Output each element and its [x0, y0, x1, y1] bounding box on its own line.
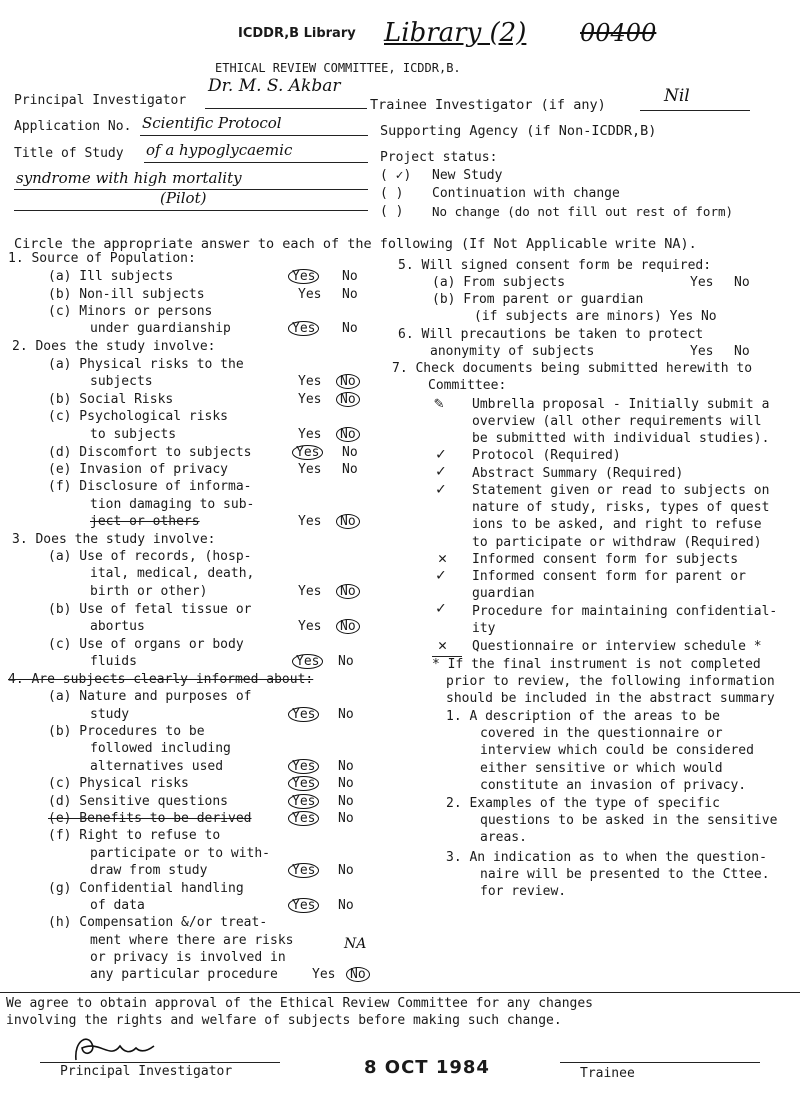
- q2d-label: (d) Discomfort to subjects: [48, 445, 252, 460]
- trainee-signature-line: [560, 1062, 760, 1063]
- q1c-label-1: (c) Minors or persons: [48, 304, 213, 319]
- q2c-no[interactable]: No: [336, 427, 360, 442]
- check-icon[interactable]: ✓: [436, 444, 446, 463]
- q4e-label: (e) Benefits to be derived: [48, 811, 252, 826]
- x-mark-icon[interactable]: ✕: [438, 636, 448, 654]
- title-underline-3: [14, 210, 368, 211]
- q4h-label-1: (h) Compensation &/or treat-: [48, 915, 268, 930]
- agency-label: Supporting Agency (if Non-ICDDR,B): [380, 123, 657, 139]
- doc-questionnaire: Questionnaire or interview schedule *: [472, 639, 762, 654]
- q2f-yes[interactable]: Yes: [298, 514, 322, 529]
- q4b-label-1: (b) Procedures to be: [48, 724, 205, 739]
- q4h-no[interactable]: No: [346, 967, 370, 982]
- note-line-10: questions to be asked in the sensitive: [480, 813, 778, 828]
- pi-value: Dr. M. S. Akbar: [208, 76, 341, 96]
- check-icon[interactable]: ✓: [436, 479, 446, 498]
- q1b-label: (b) Non-ill subjects: [48, 287, 205, 302]
- q4e-yes[interactable]: Yes: [288, 811, 319, 826]
- note-line-12: 3. An indication as to when the question-: [446, 850, 767, 865]
- q2f-label-2: tion damaging to sub-: [90, 497, 255, 512]
- doc-statement-4: to participate or withdraw (Required): [472, 535, 762, 550]
- q2d-no[interactable]: No: [342, 445, 358, 460]
- q4g-label-1: (g) Confidential handling: [48, 881, 244, 896]
- title-line2: syndrome with high mortality: [16, 169, 242, 187]
- note-line-4: 1. A description of the areas to be: [446, 709, 720, 724]
- q4b-label-3: alternatives used: [90, 759, 224, 774]
- q4g-no[interactable]: No: [338, 898, 354, 913]
- trainee-underline: [640, 110, 750, 111]
- q2b-no[interactable]: No: [336, 392, 360, 407]
- q4f-yes[interactable]: Yes: [288, 863, 319, 878]
- q2f-label-1: (f) Disclosure of informa-: [48, 479, 252, 494]
- note-line-7: either sensitive or which would: [480, 761, 723, 776]
- q4f-no[interactable]: No: [338, 863, 354, 878]
- q1a-label: (a) Ill subjects: [48, 269, 174, 284]
- struck-number: 00400: [580, 19, 657, 47]
- q4h-label-3: or privacy is involved in: [90, 950, 286, 965]
- doc-protocol: Protocol (Required): [472, 448, 621, 463]
- q6-no[interactable]: No: [734, 344, 750, 359]
- note-line-13: naire will be presented to the Cttee.: [480, 867, 770, 882]
- date-stamp: 8 OCT 1984: [364, 1057, 490, 1078]
- q5b-label-1: (b) From parent or guardian: [432, 292, 644, 307]
- title-underline-1: [144, 162, 368, 163]
- q3c-label-1: (c) Use of organs or body: [48, 637, 244, 652]
- doc-confidentiality-2: ity: [472, 621, 496, 636]
- q4a-yes[interactable]: Yes: [288, 707, 319, 722]
- q3b-no[interactable]: No: [336, 619, 360, 634]
- q2d-yes[interactable]: Yes: [292, 445, 323, 460]
- q4e-no[interactable]: No: [338, 811, 354, 826]
- q4f-label-2: participate or to with-: [90, 846, 271, 861]
- note-line-5: covered in the questionnaire or: [480, 726, 723, 741]
- x-mark-icon[interactable]: ✕: [438, 549, 448, 567]
- q5a-label: (a) From subjects: [432, 275, 566, 290]
- doc-statement-2: nature of study, risks, types of quest: [472, 500, 770, 515]
- q3-heading: 3. Does the study involve:: [12, 532, 216, 547]
- q7-heading: 7. Check documents being submitted herewith to: [392, 361, 753, 376]
- umbrella-mark-icon[interactable]: ✎: [434, 393, 444, 412]
- q6-yes[interactable]: Yes: [690, 344, 714, 359]
- q2a-label-1: (a) Physical risks to the: [48, 357, 244, 372]
- note-line-11: areas.: [480, 830, 527, 845]
- q4b-label-2: followed including: [90, 741, 231, 756]
- agreement-line-1: We agree to obtain approval of the Ethical Review Committee for any changes: [6, 996, 593, 1011]
- q4f-label-1: (f) Right to refuse to: [48, 828, 221, 843]
- pi-label: Principal Investigator: [14, 93, 187, 108]
- note-line-8: constitute an invasion of privacy.: [480, 778, 747, 793]
- q3a-no[interactable]: No: [336, 584, 360, 599]
- status-cont-label: Continuation with change: [432, 186, 620, 201]
- pi-signature-line: [40, 1062, 280, 1063]
- pi-underline: [205, 108, 367, 109]
- status-nochange-checkbox[interactable]: ( ): [380, 204, 404, 219]
- q3a-label-1: (a) Use of records, (hosp-: [48, 549, 252, 564]
- q4c-label: (c) Physical risks: [48, 776, 189, 791]
- q4f-label-3: draw from study: [90, 863, 208, 878]
- status-nochange-label: No change (do not fill out rest of form): [432, 204, 734, 219]
- q4h-label-2: ment where there are risks: [90, 933, 294, 948]
- q2b-label: (b) Social Risks: [48, 392, 174, 407]
- q1c-no[interactable]: No: [342, 321, 358, 336]
- q3c-label-2: fluids: [90, 654, 137, 669]
- q4c-yes[interactable]: Yes: [288, 776, 319, 791]
- q2e-no[interactable]: No: [342, 462, 358, 477]
- footer-rule: [0, 992, 800, 993]
- status-label: Project status:: [380, 150, 498, 165]
- q3b-label-1: (b) Use of fetal tissue or: [48, 602, 252, 617]
- q1c-yes[interactable]: Yes: [288, 321, 319, 336]
- q1-heading: 1. Source of Population:: [8, 251, 196, 266]
- note-line-3: should be included in the abstract summary: [446, 691, 775, 706]
- title-line3: (Pilot): [160, 189, 207, 207]
- trainee-label: Trainee Investigator (if any): [370, 97, 606, 113]
- q3b-label-2: abortus: [90, 619, 145, 634]
- q3c-no[interactable]: No: [338, 654, 354, 669]
- q2c-label-1: (c) Psychological risks: [48, 409, 229, 424]
- q1b-no[interactable]: No: [342, 287, 358, 302]
- q5a-yes[interactable]: Yes: [690, 275, 714, 290]
- q3c-yes[interactable]: Yes: [292, 654, 323, 669]
- doc-consent-subjects: Informed consent form for subjects: [472, 552, 739, 567]
- note-line-1: * If the final instrument is not completed: [432, 657, 761, 672]
- title-line1: of a hypoglycaemic: [146, 141, 293, 159]
- q4a-no[interactable]: No: [338, 707, 354, 722]
- q7-committee: Committee:: [428, 378, 507, 393]
- q4g-yes[interactable]: Yes: [288, 898, 319, 913]
- q4-heading: 4. Are subjects clearly informed about:: [8, 672, 314, 687]
- q2e-yes[interactable]: Yes: [298, 462, 322, 477]
- q2e-label: (e) Invasion of privacy: [48, 462, 229, 477]
- check-icon[interactable]: ✓: [436, 598, 446, 617]
- q4a-label-2: study: [90, 707, 130, 722]
- q3b-yes[interactable]: Yes: [298, 619, 322, 634]
- q4c-no[interactable]: No: [338, 776, 354, 791]
- q3a-label-2: ital, medical, death,: [90, 566, 255, 581]
- doc-consent-parent-2: guardian: [472, 586, 535, 601]
- agreement-line-2: involving the rights and welfare of subjects before making such change.: [6, 1013, 562, 1028]
- doc-statement-1: Statement given or read to subjects on: [472, 483, 770, 498]
- note-line-9: 2. Examples of the type of specific: [446, 796, 720, 811]
- doc-umbrella-3: be submitted with individual studies).: [472, 431, 770, 446]
- q2f-label-3: ject or others: [90, 514, 200, 529]
- doc-umbrella-2: overview (all other requirements will: [472, 414, 762, 429]
- q2b-yes[interactable]: Yes: [298, 392, 322, 407]
- instructions: Circle the appropriate answer to each of the following (If Not Applicable write NA).: [14, 236, 697, 252]
- doc-confidentiality-1: Procedure for maintaining confidential-: [472, 604, 778, 619]
- q6-label: anonymity of subjects: [430, 344, 595, 359]
- doc-statement-3: ions to be asked, and right to refuse: [472, 517, 762, 532]
- q4d-no[interactable]: No: [338, 794, 354, 809]
- note-line-14: for review.: [480, 884, 567, 899]
- app-underline: [140, 135, 368, 136]
- q5a-no[interactable]: No: [734, 275, 750, 290]
- committee-title: ETHICAL REVIEW COMMITTEE, ICDDR,B.: [215, 61, 461, 75]
- pi-signature-label: Principal Investigator: [60, 1064, 233, 1079]
- doc-abstract: Abstract Summary (Required): [472, 466, 684, 481]
- doc-umbrella-1: Umbrella proposal - Initially submit a: [472, 397, 770, 412]
- check-icon[interactable]: ✓: [436, 565, 446, 584]
- q4b-no[interactable]: No: [338, 759, 354, 774]
- pi-signature: [70, 1030, 160, 1066]
- status-cont-checkbox[interactable]: ( ): [380, 186, 404, 201]
- note-line-6: interview which could be considered: [480, 743, 754, 758]
- app-value: Scientific Protocol: [142, 114, 282, 132]
- q6-heading: 6. Will precautions be taken to protect: [398, 327, 704, 342]
- q2c-label-2: to subjects: [90, 427, 177, 442]
- q2a-label-2: subjects: [90, 374, 153, 389]
- q1b-yes[interactable]: Yes: [298, 287, 322, 302]
- library-handwritten: Library (2): [384, 18, 527, 48]
- status-new-label: New Study: [432, 168, 503, 183]
- q1a-no[interactable]: No: [342, 269, 358, 284]
- q4a-label-1: (a) Nature and purposes of: [48, 689, 252, 704]
- q2a-no[interactable]: No: [336, 374, 360, 389]
- q2c-yes[interactable]: Yes: [298, 427, 322, 442]
- q4h-label-4: any particular procedure: [90, 967, 278, 982]
- doc-consent-parent-1: Informed consent form for parent or: [472, 569, 746, 584]
- na-note: NA: [344, 936, 367, 952]
- q2-heading: 2. Does the study involve:: [12, 339, 216, 354]
- q3a-yes[interactable]: Yes: [298, 584, 322, 599]
- library-stamp: ICDDR,B Library: [238, 26, 356, 41]
- check-icon[interactable]: ✓: [436, 461, 446, 480]
- trainee-value: Nil: [664, 86, 690, 106]
- q2f-no[interactable]: No: [336, 514, 360, 529]
- note-line-2: prior to review, the following information: [446, 674, 775, 689]
- q1a-yes[interactable]: Yes: [288, 269, 319, 284]
- q3a-label-3: birth or other): [90, 584, 208, 599]
- q4g-label-2: of data: [90, 898, 145, 913]
- q4b-yes[interactable]: Yes: [288, 759, 319, 774]
- q4d-label: (d) Sensitive questions: [48, 794, 229, 809]
- title-label: Title of Study: [14, 146, 124, 161]
- q2a-yes[interactable]: Yes: [298, 374, 322, 389]
- q1c-label-2: under guardianship: [90, 321, 231, 336]
- q4d-yes[interactable]: Yes: [288, 794, 319, 809]
- app-label: Application No.: [14, 119, 132, 134]
- status-new-checkbox[interactable]: ( ✓): [380, 168, 412, 183]
- q4h-yes[interactable]: Yes: [312, 967, 336, 982]
- trainee-signature-label: Trainee: [580, 1066, 635, 1081]
- q5b-label-2: (if subjects are minors) Yes No: [474, 309, 717, 324]
- q5-heading: 5. Will signed consent form be required:: [398, 258, 712, 273]
